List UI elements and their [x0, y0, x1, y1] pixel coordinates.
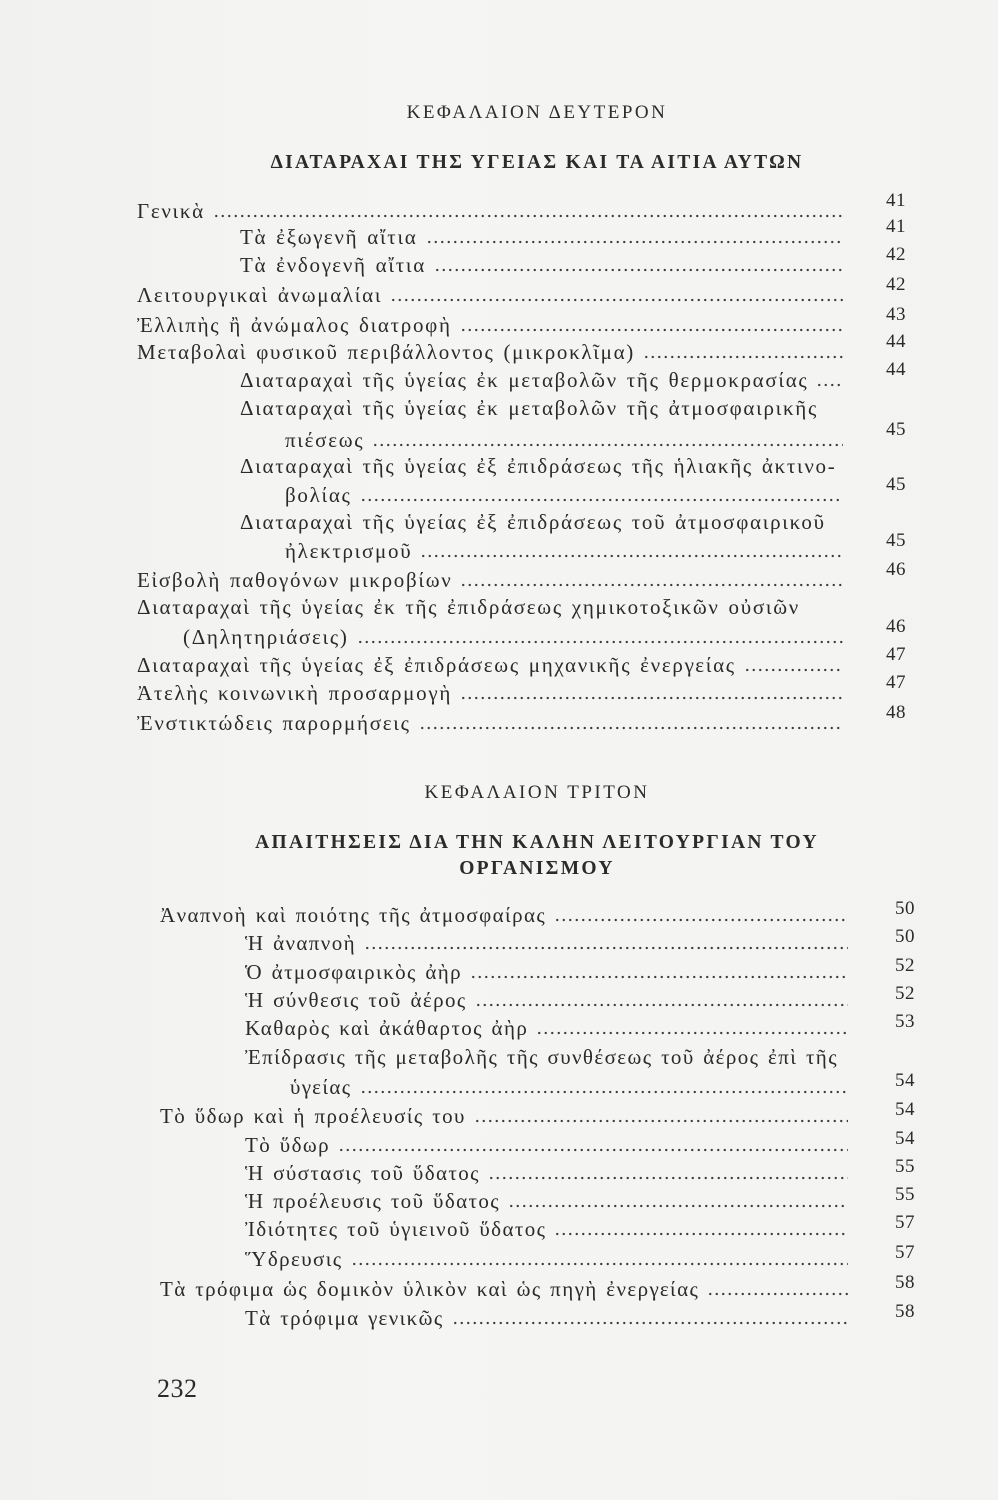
toc-entry	[240, 216, 906, 251]
toc-entry-title: Διαταραχαὶ τῆς ὑγείας ἐξ ἐπιδράσεως τοῦ ἀτμοσφαιρικοῦ	[240, 510, 826, 534]
toc-entry-title: Ἐλλιπὴς ἢ ἀνώμαλος διατροφὴ	[137, 313, 452, 337]
toc-entry-page: 57	[895, 1212, 915, 1233]
toc-entry-page: 54	[895, 1070, 915, 1091]
toc-entry-page: 52	[895, 983, 915, 1004]
toc-entry-page: 47	[886, 644, 906, 665]
toc-entry-page: 46	[886, 559, 906, 580]
toc-entry	[160, 1272, 915, 1303]
toc-entry-title: Ἐπίδρασις τῆς μεταβολῆς τῆς συνθέσεως τοῦ ἀέρος ἐπὶ τῆς	[245, 1045, 838, 1069]
toc-entry-title: Διαταραχαὶ τῆς ὑγείας ἐκ τῆς ἐπιδράσεως χημικοτοξικῶν οὐσιῶν	[137, 595, 800, 619]
toc-entry	[137, 559, 906, 594]
toc-entry	[137, 190, 906, 225]
toc-entry-page: 52	[895, 955, 915, 976]
dot-leader	[351, 1262, 848, 1266]
toc-entry-page: 45	[886, 530, 906, 551]
dot-leader	[419, 726, 843, 730]
chapter-title: ΟΡΓΑΝΙΣΜΟΥ	[459, 858, 615, 879]
toc-entry	[137, 331, 906, 366]
toc-entry-page: 53	[895, 1011, 915, 1032]
toc-entry-page: 57	[895, 1242, 915, 1263]
toc-entry-page: 44	[886, 331, 906, 352]
toc-entry	[245, 1156, 915, 1187]
toc-entry-page: 41	[886, 190, 906, 211]
toc-entry-page: 44	[886, 359, 906, 380]
dot-leader	[460, 583, 843, 587]
toc-entry-title: Τὰ τρόφιμα γενικῶς	[245, 1306, 444, 1330]
dot-leader	[536, 1031, 848, 1035]
toc-entry-page: 46	[886, 616, 906, 637]
dot-leader	[420, 554, 843, 558]
toc-entry-page: 45	[886, 474, 906, 495]
toc-entry	[240, 359, 906, 394]
chapter-title: ΔΙΑΤΑΡΑΧΑΙ ΤΗΣ ΥΓΕΙΑΣ ΚΑΙ ΤΑ ΑΙΤΙΑ ΑΥΤΩΝ	[270, 152, 804, 173]
dot-leader	[554, 918, 848, 922]
toc-entry-page: 45	[886, 419, 906, 440]
toc-entry-title: Ὕδρευσις	[245, 1247, 343, 1271]
toc-entry	[183, 616, 906, 651]
dot-leader	[508, 1204, 848, 1208]
dot-leader	[474, 1119, 848, 1123]
dot-leader	[360, 498, 843, 502]
dot-leader	[360, 1090, 848, 1094]
dot-leader	[364, 946, 848, 950]
toc-entry	[245, 1301, 915, 1332]
dot-leader	[213, 214, 843, 218]
toc-entry-page: 55	[895, 1156, 915, 1177]
toc-entry-title: Διαταραχαὶ τῆς ὑγείας ἐξ ἐπιδράσεως τῆς ἡλιακῆς ἀκτινο-	[240, 454, 837, 478]
toc-entry-title-continuation: βολίας	[285, 483, 352, 507]
toc-entry	[160, 898, 915, 929]
toc-entry-page: 48	[886, 702, 906, 723]
toc-entry	[160, 1099, 915, 1130]
toc-entry-title-continuation: (Δηλητηριάσεις)	[183, 625, 349, 649]
toc-entry-title: Γενικὰ	[137, 199, 205, 223]
dot-leader	[554, 1232, 848, 1236]
dot-leader	[452, 1321, 848, 1325]
toc-entry-title: Διαταραχαὶ τῆς ὑγείας ἐξ ἐπιδράσεως μηχανικῆς ἐνεργείας	[137, 653, 736, 677]
dot-leader	[816, 383, 843, 387]
dot-leader	[470, 975, 848, 979]
toc-entry-title: Ἀναπνοὴ καὶ ποιότης τῆς ἀτμοσφαίρας	[160, 903, 547, 927]
toc-entry-page: 50	[895, 926, 915, 947]
toc-entry	[245, 1128, 915, 1159]
toc-entry	[245, 1184, 915, 1215]
toc-entry-title: Ἡ ἀναπνοὴ	[245, 931, 356, 955]
toc-entry-title: Λειτουργικαὶ ἀνωμαλίαι	[137, 283, 383, 307]
toc-entry	[245, 1242, 915, 1273]
toc-entry	[137, 644, 906, 679]
toc-entry	[285, 530, 906, 565]
toc-entry-title: Καθαρὸς καὶ ἀκάθαρτος ἀὴρ	[245, 1016, 529, 1040]
toc-entry-title: Ἡ σύνθεσις τοῦ ἀέρος	[245, 988, 467, 1012]
toc-entry-title: Διαταραχαὶ τῆς ὑγείας ἐκ μεταβολῶν τῆς ἀτμοσφαιρικῆς	[240, 396, 818, 420]
toc-entry-page: 54	[895, 1128, 915, 1149]
dot-leader	[744, 668, 843, 672]
dot-leader	[475, 1003, 848, 1007]
dot-leader	[488, 1176, 848, 1180]
toc-entry-page: 42	[886, 274, 906, 295]
toc-entry-page: 41	[886, 216, 906, 237]
toc-entry	[245, 955, 915, 986]
toc-entry	[245, 926, 915, 957]
toc-entry-title: Τὸ ὕδωρ	[245, 1133, 330, 1157]
toc-entry-title: Ἐνστικτώδεις παρορμήσεις	[137, 711, 411, 735]
toc-entry-title-continuation: ἠλεκτρισμοῦ	[285, 539, 413, 563]
toc-entry-title: Μεταβολαὶ φυσικοῦ περιβάλλοντος (μικροκλῖμα)	[137, 340, 635, 364]
toc-entry-title: Τὰ ἐξωγενῆ αἴτια	[240, 225, 418, 249]
toc-entry	[245, 1011, 915, 1042]
toc-entry	[285, 419, 906, 454]
toc-entry-title: Ἀτελὴς κοινωνικὴ προσαρμογὴ	[137, 681, 453, 705]
toc-entry-page: 58	[895, 1272, 915, 1293]
toc-entry-page: 47	[886, 672, 906, 693]
dot-leader	[338, 1148, 848, 1152]
toc-entry	[137, 304, 906, 339]
toc-entry-page: 43	[886, 304, 906, 325]
chapter-title: ΑΠΑΙΤΗΣΕΙΣ ΔΙΑ ΤΗΝ ΚΑΛΗΝ ΛΕΙΤΟΥΡΓΙΑΝ ΤΟΥ	[255, 832, 819, 853]
dot-leader	[372, 443, 843, 447]
toc-entry-title: Ἰδιότητες τοῦ ὑγιεινοῦ ὕδατος	[245, 1217, 547, 1241]
toc-entry	[240, 244, 906, 279]
toc-entry	[137, 702, 906, 737]
toc-entry-title-continuation: πιέσεως	[285, 428, 365, 452]
toc-entry	[285, 474, 906, 509]
toc-entry-page: 55	[895, 1184, 915, 1205]
chapter-label: ΚΕΦΑΛΑΙΟΝ ΤΡΙΤΟΝ	[424, 782, 650, 803]
toc-entry	[245, 983, 915, 1014]
dot-leader	[460, 328, 843, 332]
toc-entry-title: Τὰ ἐνδογενῆ αἴτια	[240, 253, 426, 277]
toc-entry	[137, 274, 906, 309]
toc-entry-title-continuation: ὑγείας	[290, 1075, 352, 1099]
dot-leader	[434, 268, 843, 272]
toc-entry-title: Ἡ σύστασις τοῦ ὕδατος	[245, 1161, 480, 1185]
page-number: 232	[157, 1374, 198, 1403]
toc-entry	[245, 1212, 915, 1243]
dot-leader	[390, 298, 843, 302]
dot-leader	[643, 355, 843, 359]
toc-entry-title: Τὸ ὕδωρ καὶ ἡ προέλευσίς του	[160, 1104, 466, 1128]
dot-leader	[357, 640, 843, 644]
toc-entry	[290, 1070, 915, 1101]
dot-leader	[426, 240, 844, 244]
toc-entry-page: 54	[895, 1099, 915, 1120]
toc-entry-page: 42	[886, 244, 906, 265]
toc-entry-title: Τὰ τρόφιμα ὡς δομικὸν ὑλικὸν καὶ ὡς πηγὴ ἐνεργείας	[160, 1277, 700, 1301]
dot-leader	[460, 696, 843, 700]
toc-entry-page: 50	[895, 898, 915, 919]
toc-entry-title: Διαταραχαὶ τῆς ὑγείας ἐκ μεταβολῶν τῆς θερμοκρασίας	[240, 368, 809, 392]
chapter-label: ΚΕΦΑΛΑΙΟΝ ΔΕΥΤΕΡΟΝ	[406, 102, 668, 123]
toc-entry-title: Ἡ προέλευσις τοῦ ὕδατος	[245, 1189, 500, 1213]
toc-entry-title: Εἰσβολὴ παθογόνων μικροβίων	[137, 568, 453, 592]
dot-leader	[707, 1292, 848, 1296]
toc-entry-page: 58	[895, 1301, 915, 1322]
toc-entry-title: Ὁ ἀτμοσφαιρικὸς ἀὴρ	[245, 960, 462, 984]
toc-entry	[137, 672, 906, 707]
